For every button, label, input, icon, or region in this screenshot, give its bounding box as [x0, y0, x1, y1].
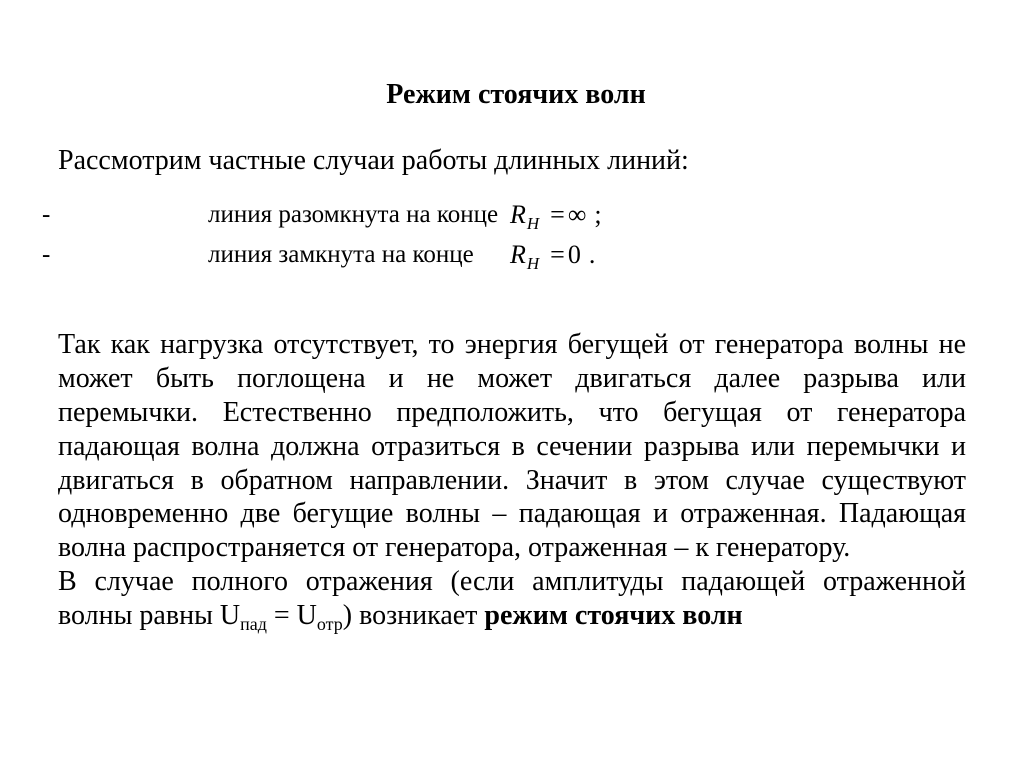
paragraph-line: может быть поглощена и не может двигаться далее разрыва или	[58, 362, 966, 394]
load-formula	[510, 199, 602, 231]
text-run: ) возникает	[342, 599, 485, 631]
text-run: = U	[266, 599, 317, 631]
paragraph-line: В случае полного отражения (если амплитуды падающей отраженной	[58, 566, 966, 597]
paragraph-line: Так как нагрузка отсутствует, то энергия бегущей от генератора волны не	[58, 329, 966, 360]
list-marker: -	[42, 241, 51, 268]
formula-subscript: H	[526, 214, 540, 233]
formula-punctuation: ;	[594, 200, 602, 229]
case-item-open-line	[0, 199, 1024, 231]
paragraph-line: перемычки. Естественно предположить, что бегущая от генератора	[58, 396, 966, 428]
paragraph-conclusion	[58, 565, 966, 633]
slide-title: Режим стоячих волн	[386, 79, 646, 110]
formula-punctuation: .	[588, 240, 596, 269]
formula-subscript: H	[526, 254, 540, 273]
subscript-reflected: отр	[316, 613, 343, 634]
load-formula	[510, 239, 595, 271]
formula-equals: =	[550, 240, 565, 269]
formula-variable: R	[510, 240, 526, 269]
text-run: волны равны U	[58, 599, 241, 631]
intro-text: Рассмотрим частные случаи работы длинных линий:	[58, 145, 689, 176]
subscript-incident: пад	[240, 613, 267, 634]
emphasis-term: режим стоячих волн	[484, 599, 743, 631]
formula-value: ∞	[567, 200, 587, 229]
paragraph-line: одновременно две бегущие волны – падающая и отраженная. Падающая	[58, 498, 966, 530]
case-text: линия разомкнута на конце	[208, 201, 499, 228]
paragraph-line: падающая волна должна отразиться в сечении разрыва или перемычки и	[58, 430, 966, 462]
formula-variable: R	[510, 200, 526, 229]
case-item-shorted-line	[0, 239, 1024, 271]
case-text: линия замкнута на конце	[208, 241, 474, 268]
list-marker: -	[42, 201, 51, 228]
formula-equals: =	[550, 200, 565, 229]
paragraph-line: волна распространяется от генератора, отраженная – к генератору.	[58, 532, 851, 564]
paragraph-line	[58, 599, 966, 633]
formula-value: 0	[567, 240, 581, 269]
paragraph-line: двигаться в обратном направлении. Значит в этом случае существуют	[58, 464, 966, 496]
paragraph-explanation	[58, 328, 966, 565]
